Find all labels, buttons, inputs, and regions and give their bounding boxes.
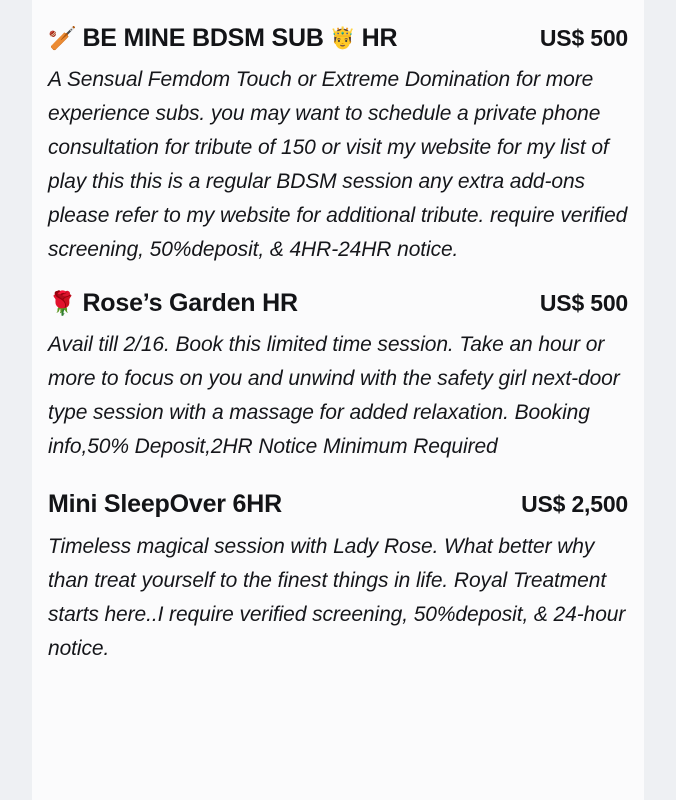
prince-emoji-icon: 🤴 — [329, 26, 356, 50]
service-price: US$ 500 — [539, 24, 628, 51]
service-title-text: Mini SleepOver 6HR — [48, 489, 282, 518]
service-price: US$ 2,500 — [521, 490, 628, 517]
service-description: A Sensual Femdom Touch or Extreme Domination for more experience subs. you may want to schedule a private phone consultation for tribute of 150 or visit my website for my list of play this this is a regular BDSM session any extra add-ons please refer to my website for additional tribute. require verified screening, 50%deposit, & 4HR-24HR notice. — [48, 67, 628, 261]
rose-emoji-icon: 🌹 — [48, 289, 77, 316]
cricket-bat-emoji-icon: 🏏 — [48, 24, 77, 51]
service-title-text: Rose’s Garden HR — [82, 288, 298, 317]
service-title-suffix: HR — [361, 24, 398, 52]
service-price: US$ 500 — [539, 289, 628, 316]
service-description: Avail till 2/16. Book this limited time session. Take an hour or more to focus on you and unwind with the safety girl next-door type session with a massage for added relaxation. Booking info,50% Deposit,2HR Notice Minimum Required — [48, 332, 620, 458]
service-title-text: BE MINE BDSM SUB — [82, 24, 324, 52]
service-item[interactable] — [48, 289, 628, 464]
service-list-sheet — [32, 0, 644, 800]
service-header — [48, 289, 628, 318]
service-description: Timeless magical session with Lady Rose. What better why than treat yourself to the finest things in life. Royal Treatment starts here..I require verified screening, 50%deposit, & 24-hour notice. — [48, 535, 626, 661]
service-title — [48, 24, 397, 53]
service-title — [48, 289, 298, 318]
service-header — [48, 490, 628, 519]
service-item[interactable] — [48, 490, 628, 667]
service-item[interactable] — [48, 24, 628, 267]
service-title — [48, 490, 282, 519]
service-header — [48, 24, 628, 53]
